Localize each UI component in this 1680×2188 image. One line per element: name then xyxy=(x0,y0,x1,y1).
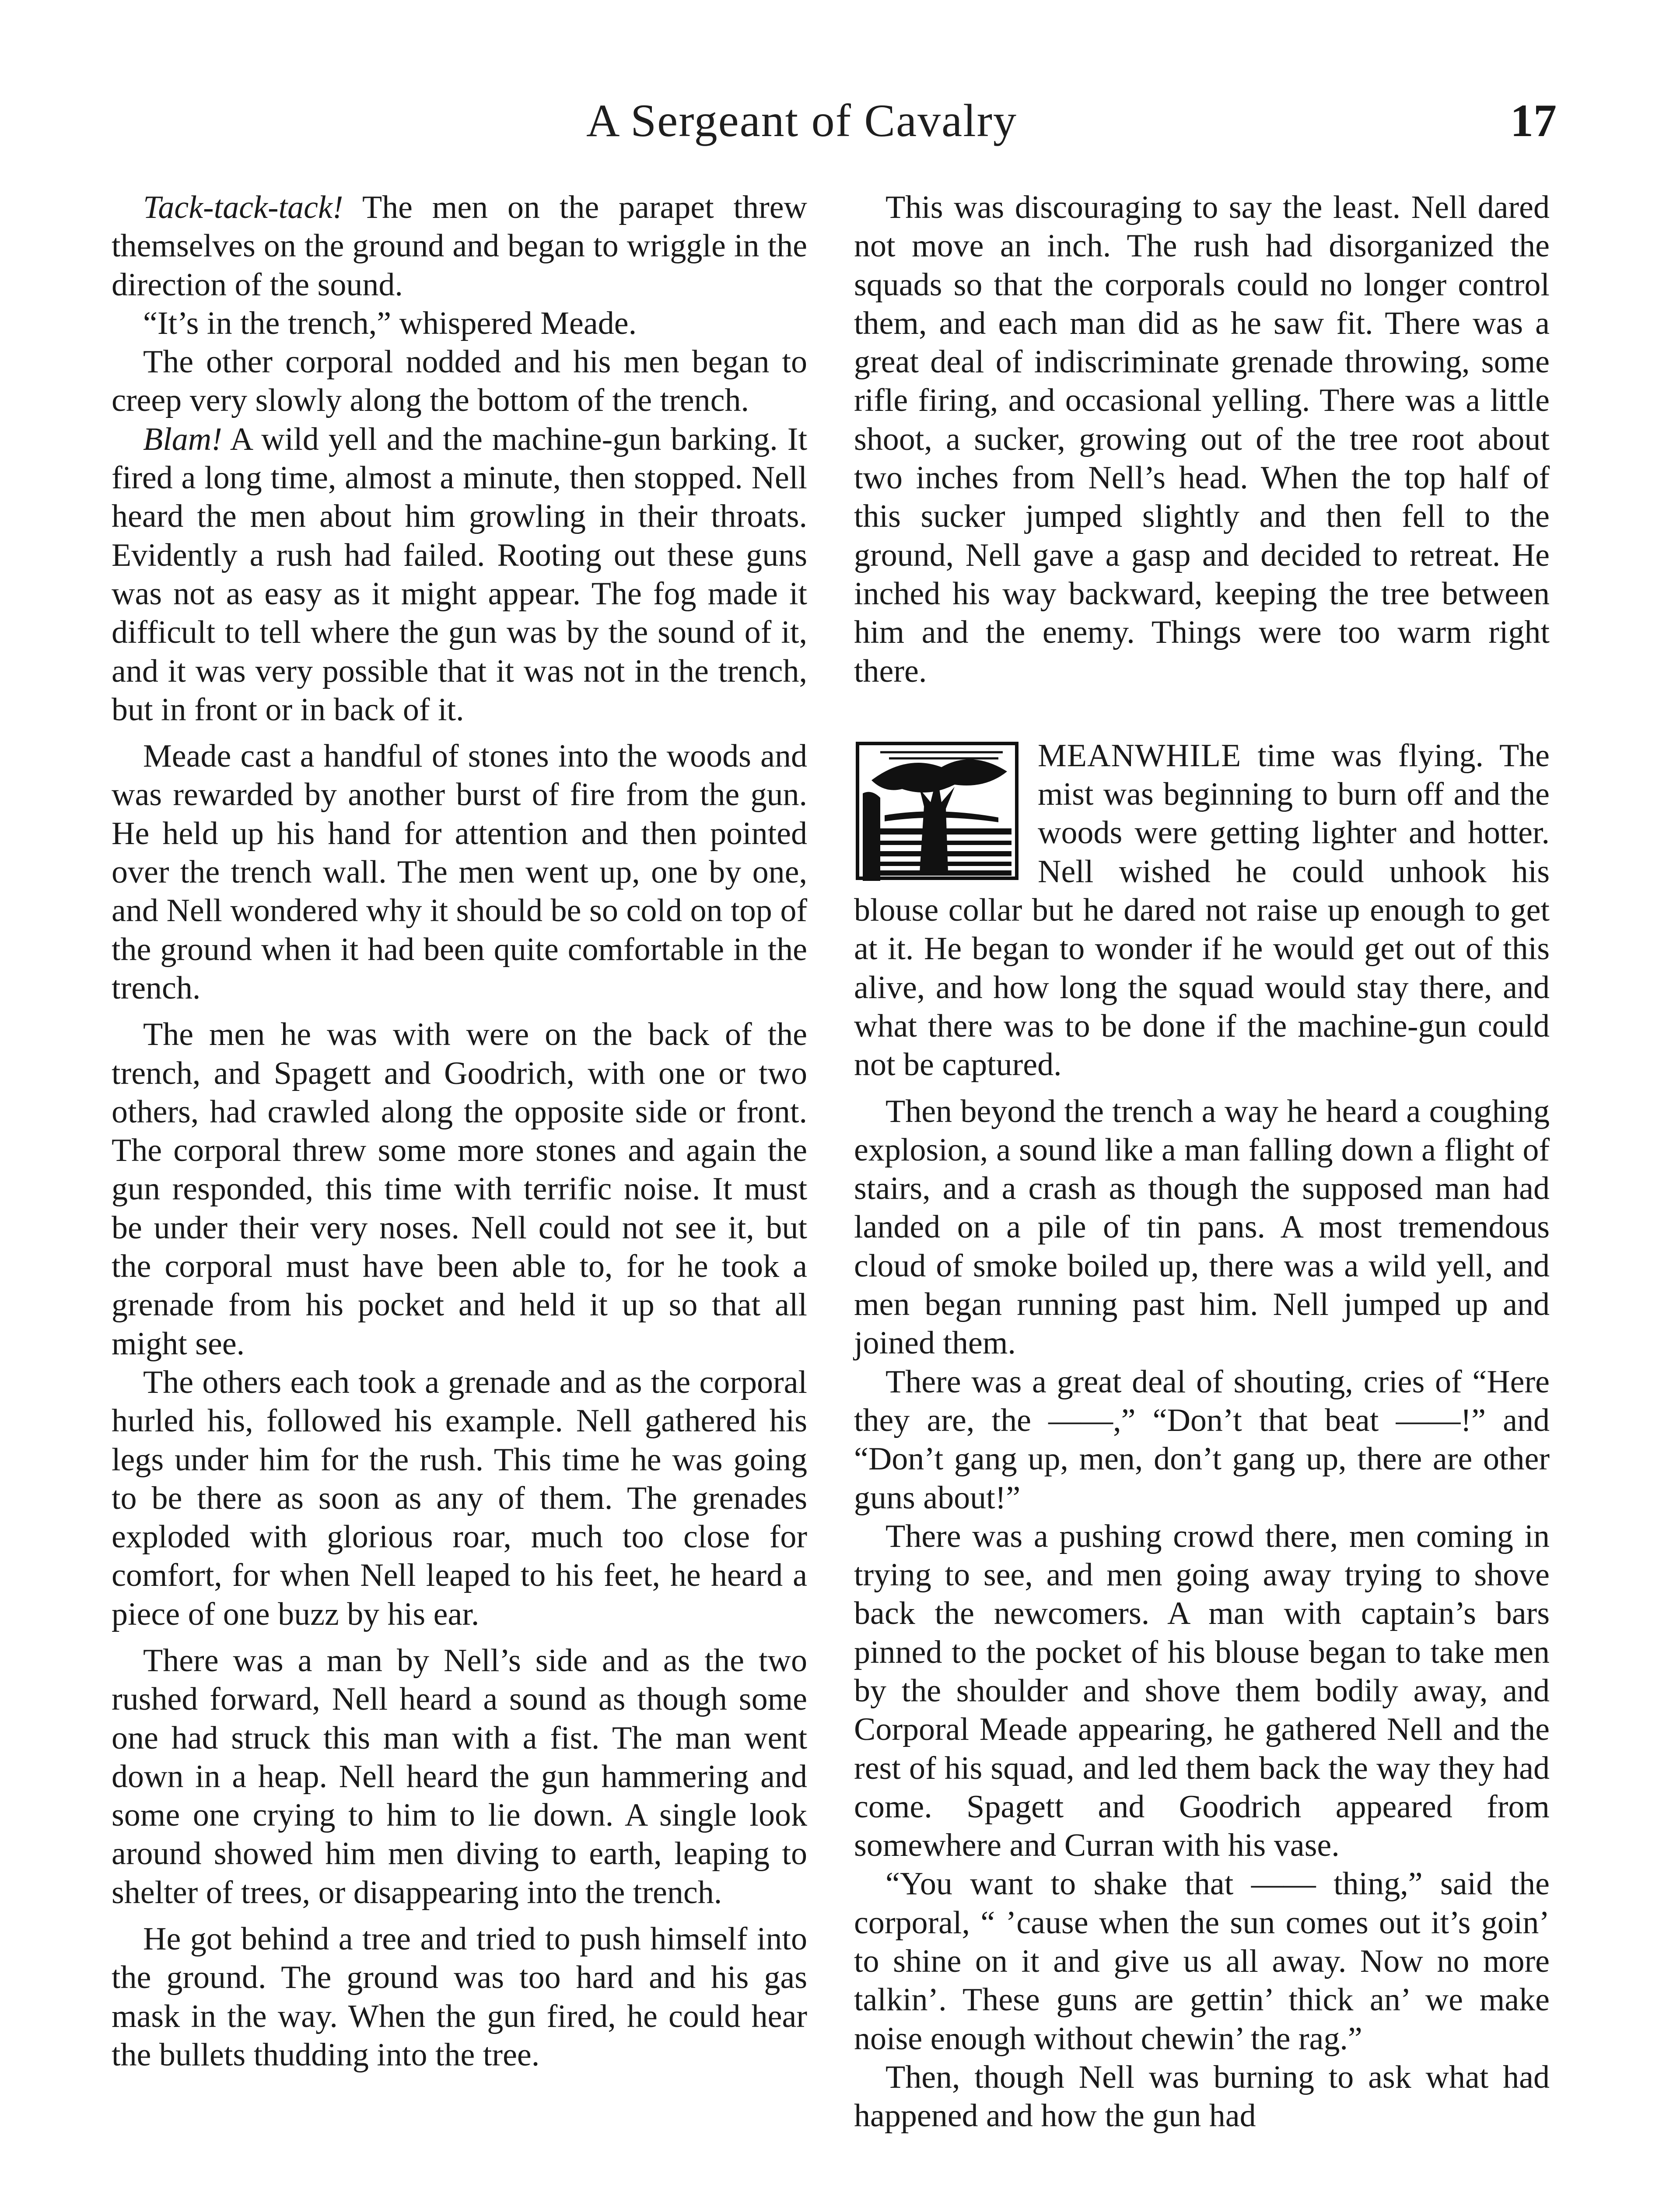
paragraph: There was a man by Nell’s side and as the two rushed forward, Nell heard a sound as though some one had struck this man with a fist. The man went down in a heap. Nell heard the gun hammering and some one crying to him to lie down. A single look around showed him men diving to earth, leaping to shelter of trees, or disappearing into the trench. xyxy=(112,1642,807,1911)
running-head xyxy=(0,94,1680,155)
paragraph-text: A wild yell and the machine-gun barking. It fired a long time, almost a minute, then stopped. Nell heard the men about him growling in their throats. Evidently a rush had failed. Rooting out these guns was not as easy as it might appear. The fog made it difficult to tell where the gun was by the sound of it, and it was very possible that it was not in the trench, but in front or in back of it. xyxy=(112,421,807,728)
paragraph: He got behind a tree and tried to push himself into the ground. The ground was too hard and his gas mask in the way. When the gun fired, he could hear the bullets thudding into the tree. xyxy=(112,1921,807,2073)
woodcut-initial-icon xyxy=(854,741,1020,881)
sound-effect: Tack-tack-tack! xyxy=(143,189,343,225)
paragraph: Meade cast a handful of stones into the woods and was rewarded by another burst of fire from the gun. He held up his hand for attention and then pointed over the trench wall. The men went up, one by one, and Nell wondered why it should be so cold on top of the ground when it had been quite comfortable in the trench. xyxy=(112,738,807,1006)
paragraph: There was a great deal of shouting, cries of “Here they are, the ——,” “Don’t that beat ——!” and “Don’t gang up, men, don’t gang up, there are other guns about!” xyxy=(854,1364,1550,1516)
paragraph: “You want to shake that —— thing,” said the corporal, “ ’cause when the sun comes out it’s goin’ to shine on it and give us all away. Now no more talkin’. These guns are gettin’ thick an’ we make noise enough without chewin’ the rag.” xyxy=(854,1866,1550,2057)
paragraph xyxy=(112,420,807,729)
running-title: A Sergeant of Cavalry xyxy=(586,95,1017,146)
paragraph: “It’s in the trench,” whispered Meade. xyxy=(143,305,637,341)
sound-effect: Blam! xyxy=(143,421,222,457)
paragraph: The other corporal nodded and his men began to creep very slowly along the bottom of the trench. xyxy=(112,344,807,419)
paragraph: There was a pushing crowd there, men coming in trying to see, and men going away trying to shove back the newcomers. A man with captain’s bars pinned to the pocket of his blouse began to take men by the shoulder and shove them bodily away, and Corporal Meade appearing, he gathered Nell and the rest of his squad, and led them back the way they had come. Spagett and Goodrich appeared from somewhere and Curran with his vase. xyxy=(854,1518,1550,1864)
paragraph: The men he was with were on the back of the trench, and Spagett and Goodrich, with one or two others, had crawled along the opposite side or front. The corporal threw some more stones and again the gun responded, this time with terrific noise. It must be under their very noses. Nell could not see it, but the corporal must have been able to, for he took a grenade from his pocket and held it up so that all might see. xyxy=(112,1017,807,1362)
page-number: 17 xyxy=(1510,95,1557,146)
paragraph-text: time was flying. The mist was beginning to burn off and the woods were getting lighter and hotter. Nell wished he could unhook his blouse collar but he dared not raise up enough to get at it. He began to wonder if he would get out of this alive, and how long the squad would stay there, and what there was to be done if the machine-gun could not be captured. xyxy=(854,737,1550,1083)
right-column xyxy=(854,188,1550,2135)
paragraph xyxy=(112,188,807,304)
paragraph: This was discouraging to say the least. Nell dared not move an inch. The rush had disorganized the squads so that the corporals could no longer control them, and each man did as he saw fit. There was a great deal of indiscriminate grenade throwing, some rifle firing, and occasional yelling. There was a little shoot, a sucker, growing out of the tree root about two inches from Nell’s head. When the top half of this sucker jumped slightly and then fell to the ground, Nell gave a gasp and decided to retreat. He inched his way backward, keeping the tree between him and the enemy. Things were too warm right there. xyxy=(854,189,1550,689)
paragraph-text: The men on the parapet threw themselves on the ground and began to wriggle in the direction of the sound. xyxy=(112,189,807,303)
section-lead-word: MEANWHILE xyxy=(1038,737,1242,774)
paragraph: Then, though Nell was burning to ask what had happened and how the gun had xyxy=(854,2059,1550,2134)
left-column xyxy=(112,188,807,2074)
paragraph: The others each took a grenade and as the corporal hurled his, followed his example. Nell gathered his legs under him for the rush. This time he was going to be there as soon as any of them. The grenades exploded with glorious roar, much too close for comfort, for when Nell leaped to his feet, he heard a piece of one buzz by his ear. xyxy=(112,1364,807,1632)
paragraph: Then beyond the trench a way he heard a coughing explosion, a sound like a man falling down a flight of stairs, and a crash as though the supposed man had landed on a pile of tin pans. A most tremendous cloud of smoke boiled up, there was a wild yell, and men began running past him. Nell jumped up and joined them. xyxy=(854,1093,1550,1361)
section-opening-paragraph xyxy=(854,736,1550,1084)
